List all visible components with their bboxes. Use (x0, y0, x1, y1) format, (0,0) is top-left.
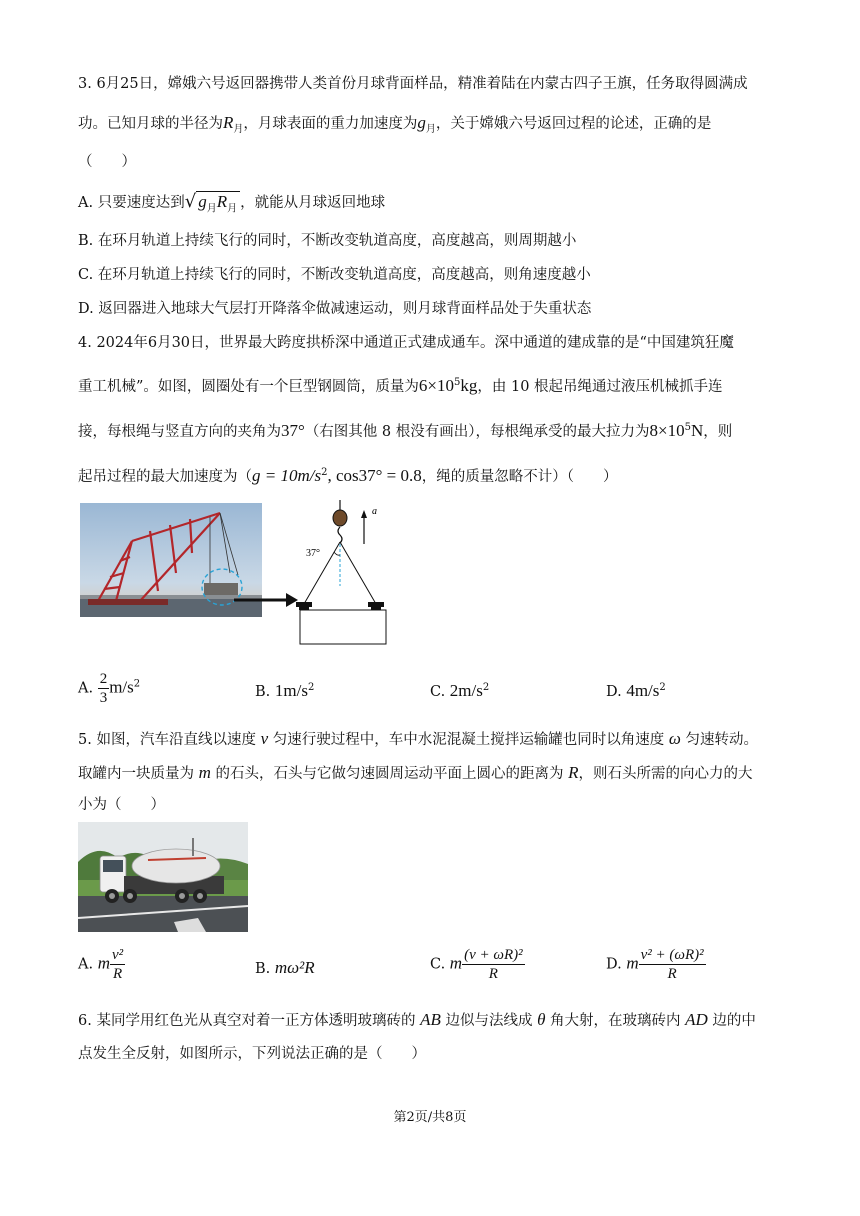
q4-option-c[interactable] (430, 678, 489, 702)
q6-line2: 点发生全反射，如图所示，下列说法正确的是（ ） (78, 1046, 426, 1062)
option-label: D. (606, 956, 622, 973)
radius-symbol: R (216, 192, 228, 211)
q5-option-c[interactable] (430, 946, 525, 983)
mixer-truck-photo (78, 822, 248, 932)
mass-unit: kg (460, 375, 478, 395)
radius-symbol: R (223, 113, 234, 132)
q4-text: 重工机械”。如图，圆圈处有一个巨型钢圆筒，质量为 (78, 378, 419, 395)
q4-line4 (78, 463, 618, 487)
mass-symbol: m (97, 953, 110, 973)
force-exponent: 5 (684, 422, 691, 433)
exponent: 2 (307, 682, 315, 693)
exponent: 2 (659, 682, 666, 693)
gravity-symbol: g (198, 192, 207, 211)
force-value: 8×10 (649, 420, 685, 440)
moon-subscript: 月 (206, 203, 217, 215)
condition-exponent: 2 (321, 467, 328, 478)
mixer-truck-drawing (78, 822, 248, 932)
option-label: A. (78, 680, 94, 697)
option-label: A. (78, 956, 94, 973)
q5-option-d[interactable] (606, 946, 706, 983)
mass-symbol: m (626, 953, 639, 973)
mass-exponent: 5 (454, 377, 461, 388)
clamp-right (368, 602, 384, 607)
q6-line1 (78, 1010, 756, 1031)
moon-subscript: 月 (425, 123, 436, 135)
q5-text: 的石头，石头与它做匀速圆周运动平面上圆心的距离为 (215, 766, 564, 782)
sqrt-expression (196, 191, 240, 219)
option-label: B. (255, 961, 271, 977)
q4-option-b[interactable] (255, 678, 314, 702)
denominator: R (488, 966, 498, 982)
q3-option-b[interactable]: B. 在环月轨道上持续飞行的同时，不断改变轨道高度，高度越高，则周期越小 (78, 233, 577, 249)
q4-text: （右图其他 8 根没有画出），每根绳承受的最大拉力为 (304, 423, 650, 440)
q3-option-d[interactable]: D. 返回器进入地球大气层打开降落伞做减速运动，则月球背面样品处于失重状态 (78, 301, 592, 317)
q3-line1: 3. 6月25日，嫦娥六号返回器携带人类首份月球背面样品，精准着陆在内蒙古四子王旗，任务取得圆满成 (78, 76, 748, 92)
mass-symbol: m (449, 953, 463, 973)
option-value: 4m/s (626, 680, 660, 700)
force-unit: N (690, 420, 704, 440)
option-value: 1m/s (274, 680, 308, 700)
q3-text: ，月球表面的重力加速度为 (243, 116, 418, 132)
option-text: A. 只要速度达到 (78, 195, 185, 211)
acceleration-label: a (372, 506, 377, 517)
numerator: v² + (ωR)² (640, 947, 704, 963)
q5-text: 5. 如图，汽车沿直线以速度 (78, 732, 256, 748)
velocity-symbol: v (260, 729, 269, 748)
omega-symbol: ω (668, 729, 681, 748)
numerator: (v + ωR)² (464, 947, 523, 963)
q4-text: ，则 (703, 423, 733, 440)
condition-cos: , cos37° = 0.8 (327, 465, 422, 485)
q5-text: 匀速行驶过程中，车中水泥混凝土搅拌运输罐也同时以角速度 (272, 732, 665, 748)
mass-symbol: m (198, 763, 211, 782)
edge-ad: AD (685, 1010, 708, 1029)
q4-text: ，由 10 根起吊绳通过液压机械抓手连 (477, 378, 723, 395)
option-label: B. (255, 683, 271, 700)
hook (338, 527, 342, 543)
page-number: 第2页/共8页 (393, 1110, 467, 1125)
hook-pulley (333, 510, 347, 526)
unit: m/s (109, 677, 134, 697)
q4-line2 (78, 373, 723, 397)
moon-subscript: 月 (233, 123, 244, 135)
fraction (98, 670, 110, 707)
exponent: 2 (133, 678, 141, 690)
option-value: mω²R (274, 958, 315, 977)
q5-text: 取罐内一块质量为 (78, 766, 194, 782)
gravity-symbol: g (417, 113, 426, 132)
condition-g: g = 10m/s (252, 465, 322, 485)
q5-option-b[interactable] (255, 958, 315, 979)
q4-text: 起吊过程的最大加速度为（ (78, 468, 252, 485)
q6-text: 6. 某同学用红色光从真空对着一正方体透明玻璃砖的 (78, 1013, 416, 1029)
fraction (462, 946, 525, 983)
q3-paren: （ ） (78, 154, 136, 170)
q5-text: ，则石头所需的向心力的大 (578, 766, 753, 782)
denominator: R (667, 966, 677, 982)
q4-option-d[interactable] (606, 678, 666, 702)
moon-subscript: 月 (227, 203, 238, 215)
q3-option-c[interactable]: C. 在环月轨道上持续飞行的同时，不断改变轨道高度，高度越高，则角速度越小 (78, 267, 591, 283)
option-label: C. (430, 956, 446, 973)
option-label: D. (606, 683, 622, 700)
q3-line2 (78, 113, 711, 140)
numerator: v² (111, 947, 124, 963)
denominator: 3 (99, 690, 108, 706)
q4-text: 接，每根绳与竖直方向的夹角为 (78, 423, 281, 440)
clamp-left (296, 602, 312, 607)
numerator: 2 (99, 671, 108, 687)
steel-cylinder (300, 610, 386, 644)
q6-text: 角大射，在玻璃砖内 (550, 1013, 681, 1029)
q5-line3: 小为（ ） (78, 797, 165, 813)
q6-text: 边似与法线成 (445, 1013, 533, 1029)
q5-option-a[interactable] (78, 946, 125, 983)
angle-value: 37° (281, 420, 305, 440)
option-label: C. (430, 683, 446, 700)
exponent: 2 (482, 682, 490, 693)
q3-option-a[interactable]: A. 只要速度达到√ $g_月R_月$ ，就能从月球返回地球 (78, 191, 385, 219)
lifting-diagram (290, 500, 400, 650)
q5-text: 匀速转动。 (685, 732, 758, 748)
q5-line2 (78, 763, 753, 784)
theta-symbol: θ (537, 1010, 546, 1029)
q3-text: ，关于嫦娥六号返回过程的论述，正确的是 (435, 116, 712, 132)
option-value: 2m/s (449, 680, 483, 700)
edge-ab: AB (420, 1010, 441, 1029)
q4-line1: 4. 2024年6月30日，世界最大跨度拱桥深中通道正式建成通车。深中通道的建成靠的是“中国建筑狂魔 (78, 335, 734, 351)
radius-symbol: R (568, 763, 579, 782)
q4-text: ，绳的质量忽略不计）（ ） (421, 468, 618, 485)
angle-label: 37° (306, 548, 320, 559)
rope-right (340, 542, 376, 604)
q5-line1 (78, 729, 758, 750)
mass-value: 6×10 (418, 375, 455, 395)
fraction (110, 946, 125, 983)
q4-line3 (78, 418, 732, 442)
q6-text: 边的中 (712, 1013, 756, 1029)
fraction (639, 946, 706, 983)
q3-text: 功。已知月球的半径为 (78, 116, 223, 132)
q4-option-a[interactable] (78, 670, 140, 707)
option-text: ，就能从月球返回地球 (240, 195, 386, 211)
denominator: R (112, 966, 123, 982)
